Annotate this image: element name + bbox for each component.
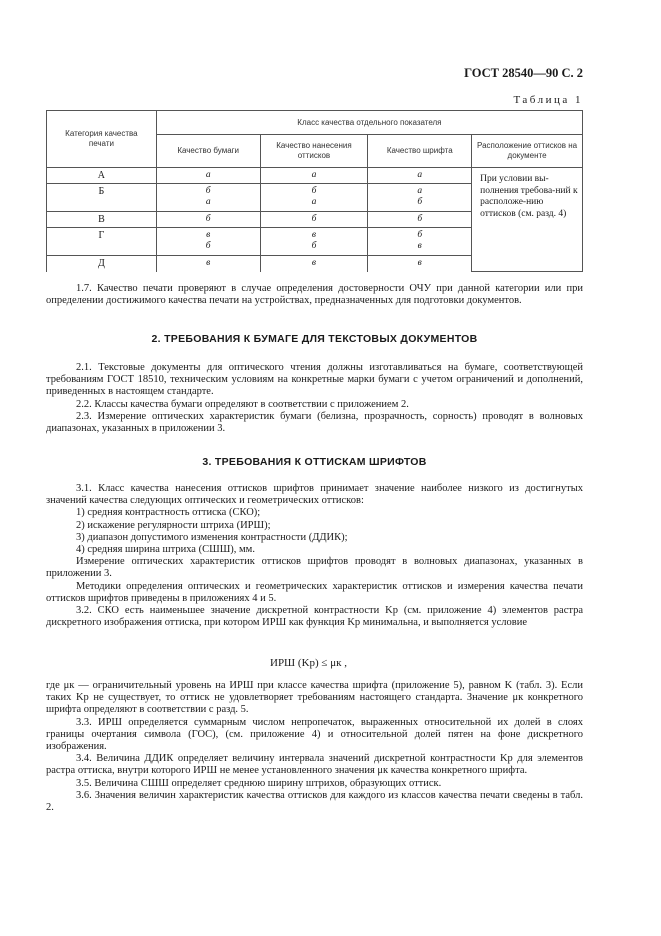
paragraph-3-1: 3.1. Класс качества нанесения оттисков шрифтов принимает значение наиболее низкого из достигнутых значений качества следующих оптических и геометрических оттисков:: [46, 483, 583, 507]
paper-class-cell: [156, 184, 260, 212]
class-value: а: [311, 197, 317, 207]
class-value: б: [311, 241, 317, 251]
table-label: Таблица 1: [513, 94, 583, 106]
category-cell: В: [47, 212, 157, 228]
category-cell: Б: [47, 184, 157, 212]
class-value: а: [417, 186, 423, 196]
class-value: в: [311, 258, 317, 268]
class-value: б: [205, 214, 211, 224]
category-cell: А: [47, 168, 157, 184]
paper-class-cell: [156, 168, 260, 184]
class-value: в: [417, 258, 422, 268]
class-value: а: [205, 170, 211, 180]
class-value: в: [311, 230, 317, 240]
font-class-cell: [368, 212, 472, 228]
section-3-part-1: [46, 483, 583, 629]
paper-class-cell: [156, 256, 260, 272]
list-item: 1) средняя контрастность оттиска (СКО);: [76, 507, 261, 519]
page-header: ГОСТ 28540—90 С. 2: [464, 66, 583, 80]
table-row: [47, 168, 583, 184]
paragraph-3-4: 3.4. Величина ДДИК определяет величину интервала значений дискретной контрастности Kр для элементов растра оттиска, внутри которого ИРШ не менее установленного значения μк качества конкретного шрифта.: [46, 753, 583, 777]
paragraph-where: где μк — ограничительный уровень на ИРШ при классе качества шрифта (приложение 5), равном K (табл. 3). Если таких Kр не существует, то оттиск не удовлетворяет требованиям настоящего стандарта. Значение μк конкретного шрифта определяют в соответствии с разд. 5.: [46, 680, 583, 716]
paragraph-2-3: 2.3. Измерение оптических характеристик бумаги (белизна, прозрачность, сорность) проводят в волновых диапазонах, указанных в приложении 3.: [46, 410, 583, 435]
section-1-7: [46, 283, 583, 307]
paragraph-2-2: 2.2. Классы качества бумаги определяют в соответствии с приложением 2.: [76, 398, 409, 410]
class-value: б: [205, 186, 211, 196]
font-class-cell: [368, 184, 472, 212]
header-font: Качество шрифта: [368, 135, 472, 168]
font-class-cell: [368, 228, 472, 256]
font-class-cell: [368, 256, 472, 272]
class-value: б: [417, 197, 423, 207]
paper-class-cell: [156, 212, 260, 228]
paragraph-1-7: 1.7. Качество печати проверяют в случае определения достоверности ОЧУ при данной категории или при определении достижимого качества печати на устройствах, предназначенных для подготовки документов.: [46, 283, 583, 307]
class-value: б: [417, 230, 423, 240]
class-value: б: [311, 214, 317, 224]
heading-section-3: 3. ТРЕБОВАНИЯ К ОТТИСКАМ ШРИФТОВ: [202, 456, 427, 468]
font-class-cell: [368, 168, 472, 184]
class-value: б: [311, 186, 317, 196]
list-item: 3) диапазон допустимого изменения контрастности (ДДИК);: [76, 531, 348, 543]
category-cell: Д: [47, 256, 157, 272]
class-value: в: [417, 241, 422, 251]
list-item: 2) искажение регулярности штриха (ИРШ);: [76, 519, 271, 531]
paragraph-3-6: 3.6. Значения величин характеристик качества оттисков для каждого из классов качества печати сведены в табл. 2.: [46, 789, 583, 814]
class-value: а: [205, 197, 211, 207]
prints-class-cell: [260, 256, 368, 272]
quality-table: [46, 110, 583, 272]
header-paper: Качество бумаги: [156, 135, 260, 168]
paragraph-measurement: Измерение оптических характеристик оттисков шрифтов проводят в волновых диапазонах, указанных в приложении 3.: [46, 556, 583, 580]
header-category: Категория качества печати: [47, 111, 157, 168]
prints-class-cell: [260, 212, 368, 228]
location-note: При условии вы-полнения требова-ний к расположе-нию оттисков (см. разд. 4): [472, 168, 583, 272]
prints-class-cell: [260, 184, 368, 212]
prints-class-cell: [260, 228, 368, 256]
section-3-part-2: [46, 680, 583, 814]
heading-section-2: 2. ТРЕБОВАНИЯ К БУМАГЕ ДЛЯ ТЕКСТОВЫХ ДОКУМЕНТОВ: [151, 333, 478, 345]
header-location: Расположение оттисков на документе: [472, 135, 583, 168]
paragraph-3-5: 3.5. Величина СШШ определяет среднюю ширину штрихов, образующих оттиск.: [76, 777, 442, 789]
paragraph-methods: Методики определения оптических и геометрических характеристик оттисков и измерения качества печати оттисков шрифтов приведены в приложениях 4 и 5.: [46, 580, 583, 604]
header-prints: Качество нанесения оттисков: [260, 135, 368, 168]
list-item: 4) средняя ширина штриха (СШШ), мм.: [76, 544, 255, 556]
paragraph-2-1: 2.1. Текстовые документы для оптического чтения должны изготавливаться на бумаге, соответствующей требованиям ГОСТ 18510, техническим условиям на конкретные марки бумаги с учетом ограничений и дополнений, приведенных в настоящем стандарте.: [46, 362, 583, 398]
class-value: в: [206, 258, 211, 268]
class-value: а: [417, 170, 423, 180]
category-cell: Г: [47, 228, 157, 256]
class-value: а: [311, 170, 317, 180]
class-value: б: [417, 214, 423, 224]
paragraph-3-3: 3.3. ИРШ определяется суммарным числом непропечаток, выраженных относительной их долей в слоях границы очертания символа (ГОС), (см. приложение 4) и относительной долей пятен на фоне дискретного изображения.: [46, 716, 583, 753]
class-value: б: [205, 241, 211, 251]
paper-class-cell: [156, 228, 260, 256]
class-value: в: [206, 230, 211, 240]
header-class-group: Класс качества отдельного показателя: [156, 111, 582, 135]
section-2: [46, 362, 583, 435]
prints-class-cell: [260, 168, 368, 184]
paragraph-3-2: 3.2. СКО есть наименьшее значение дискретной контрастности Kр (см. приложение 4) элементов растра дискретного изображения оттиска, при котором ИРШ как функция Kр минимальна, и выполняется условие: [46, 605, 583, 629]
formula: ИРШ (Kр) ≤ μк ,: [270, 657, 347, 669]
